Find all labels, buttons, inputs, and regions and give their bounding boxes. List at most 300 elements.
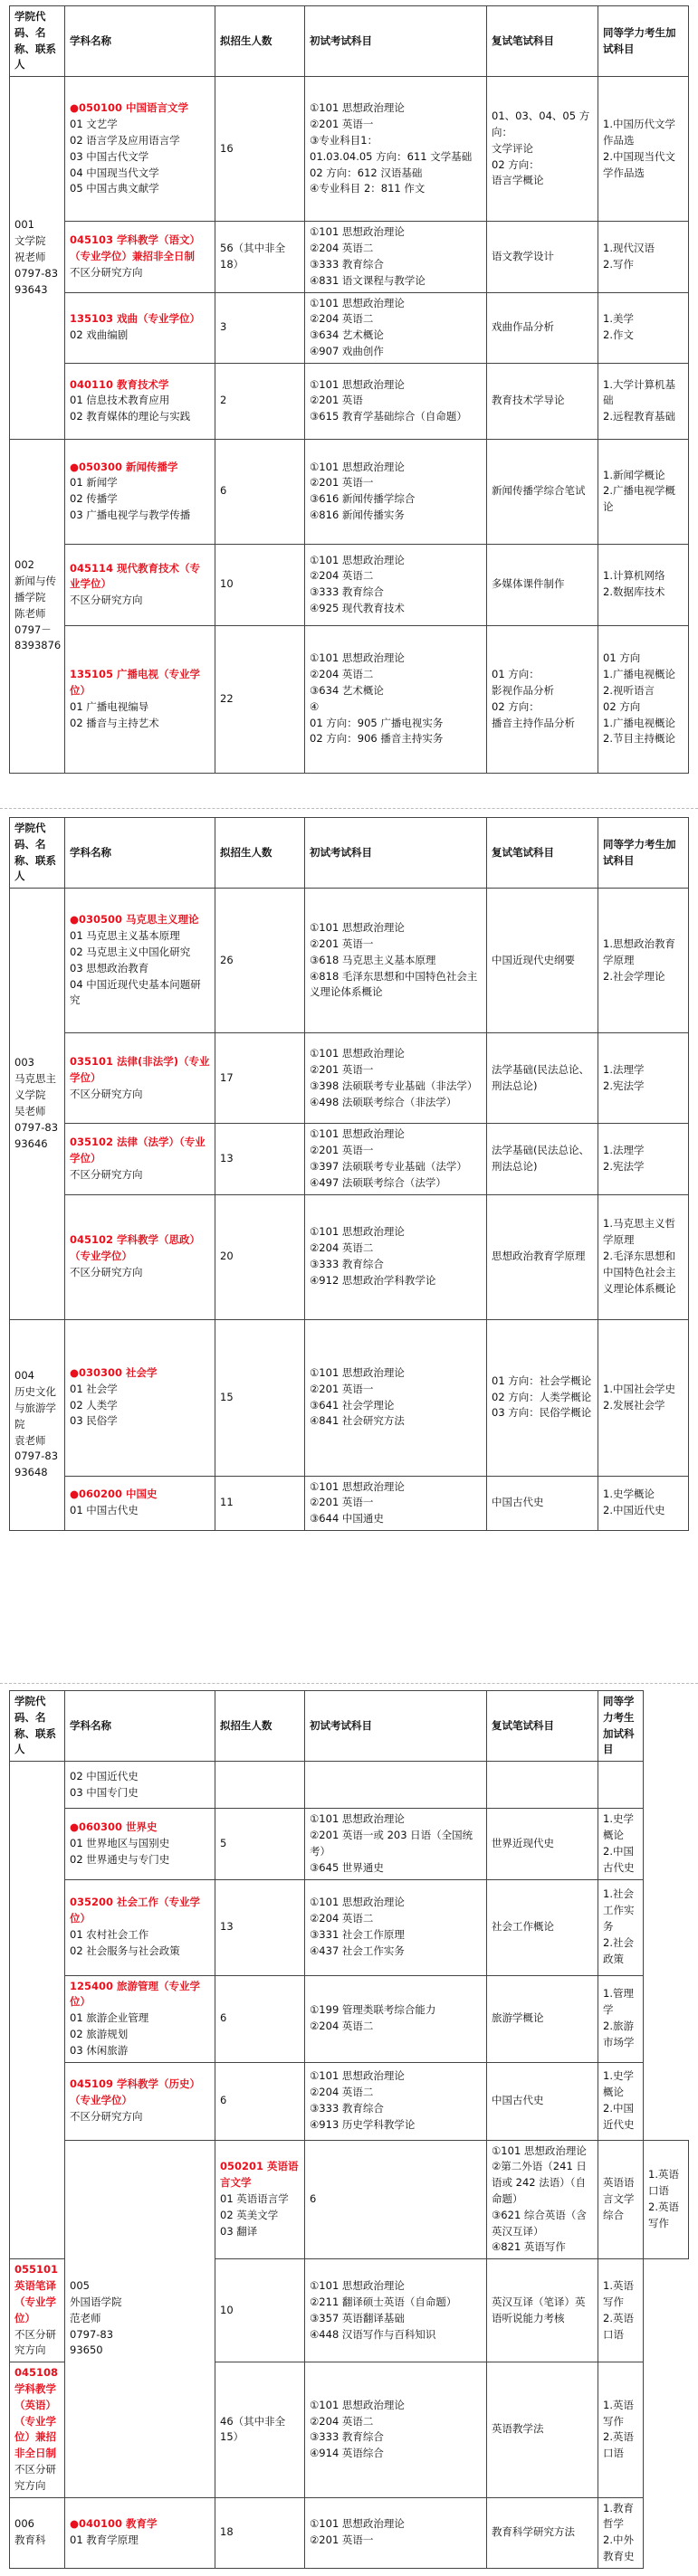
subject-cell (65, 544, 215, 625)
exam-subject: ③616 新闻传播学综合 (310, 492, 416, 506)
extra-subject: 1.英语写作 (603, 2279, 634, 2308)
college-cell (10, 2497, 65, 2568)
bullet-icon: ● (70, 101, 80, 115)
research-direction: 01 英语语言学 (220, 2192, 289, 2205)
exam-cell (305, 1319, 487, 1476)
retest-subject: 01 方向： (492, 668, 540, 681)
exam-cell (305, 1033, 487, 1124)
quota-cell: 13 (215, 1879, 305, 1975)
research-direction: 04 中国现当代文学 (70, 166, 159, 179)
exam-subject: ②201 英语一或 203 日语（全国统考） (310, 1829, 473, 1858)
extra-cell (598, 2362, 644, 2498)
bullet-icon: ● (70, 1820, 80, 1834)
exam-subject: ②201 英语 (310, 394, 363, 407)
retest-cell (487, 1124, 598, 1194)
exam-subject: ①101 思想政治理论 (310, 1127, 405, 1141)
retest-subject: 语言学概论 (492, 174, 544, 187)
college-line: 93643 (14, 282, 48, 296)
exam-subject: ④831 语文课程与教学论 (310, 273, 425, 287)
research-direction: 不区分研究方向 (70, 2109, 143, 2123)
retest-cell (487, 889, 598, 1033)
exam-subject: ④818 毛泽东思想和中国特色社会主义理论体系概论 (310, 969, 478, 999)
research-direction: 不区分研究方向 (14, 2463, 56, 2492)
college-line: 93650 (70, 2343, 103, 2357)
subject-title (70, 100, 210, 117)
college-cell (10, 889, 65, 1319)
quota-cell: 15 (215, 1319, 305, 1476)
retest-cell (487, 1879, 598, 1975)
table-header-row (10, 1691, 689, 1762)
subject-title-text: 050201 英语语言文学 (220, 2160, 299, 2190)
extra-subject: 2.英语写作 (648, 2200, 679, 2229)
subject-cell (65, 1879, 215, 1975)
exam-subject: ③634 艺术概论 (310, 683, 384, 697)
college-line: 范老师 (70, 2311, 101, 2324)
subject-title (70, 1820, 210, 1836)
exam-cell (305, 1809, 487, 1879)
retest-cell (487, 1809, 598, 1879)
retest-subject: 社会工作概论 (492, 1920, 554, 1934)
research-direction: 02 世界通史与专门史 (70, 1852, 170, 1866)
header-retest: 复试笔试科目 (487, 818, 598, 889)
quota-cell: 13 (215, 1124, 305, 1194)
exam-subject: ④专业科目 2：811 作文 (310, 182, 425, 195)
exam-subject: ③331 社会工作原理 (310, 1928, 405, 1941)
header-exam: 初试考试科目 (305, 1691, 487, 1762)
bullet-icon: ● (70, 913, 80, 927)
research-direction: 02 英美文学 (220, 2208, 279, 2221)
extra-subject: 2.社会政策 (603, 1935, 634, 1965)
exam-subject: ①101 思想政治理论 (310, 1365, 405, 1379)
retest-cell (487, 439, 598, 544)
exam-subject: ③398 法硕联考专业基础（非法学） (310, 1079, 478, 1092)
exam-subject: ④816 新闻传播实务 (310, 509, 405, 522)
extra-subject: 2.宪法学 (603, 1159, 645, 1173)
extra-cell (598, 222, 689, 292)
retest-subject: 新闻传播学综合笔试 (492, 484, 586, 498)
research-direction: 02 戏曲编剧 (70, 328, 129, 342)
header-retest: 复试笔试科目 (487, 1691, 598, 1762)
subject-title-text: 035101 法律(非法学)（专业学位） (70, 1055, 210, 1084)
exam-subject: 01 方向：905 广播电视实务 (310, 716, 444, 729)
exam-subject: ①101 思想政治理论 (310, 921, 405, 935)
subject-cell (65, 1033, 215, 1124)
college-line: 93646 (14, 1136, 48, 1150)
college-line: 祝老师 (14, 251, 46, 264)
subject-cell (65, 292, 215, 363)
exam-subject: ③333 教育综合 (310, 2102, 384, 2115)
header-exam: 初试考试科目 (305, 818, 487, 889)
retest-subject: 影视作品分析 (492, 683, 554, 697)
exam-subject: ②201 英语一 (310, 2533, 374, 2547)
exam-subject: ②201 英语一 (310, 1144, 374, 1157)
quota-cell: 20 (215, 1194, 305, 1319)
exam-subject: ④497 法硕联考综合（法学） (310, 1175, 446, 1189)
retest-cell (487, 2497, 598, 2568)
college-line: 0797－ (14, 623, 52, 636)
extra-subject: 1.英语口语 (648, 2168, 679, 2198)
subject-title-text: 050300 新闻传播学 (79, 460, 178, 473)
college-line: 005 (70, 2279, 90, 2293)
extra-subject: 1.史学概论 (603, 2069, 634, 2099)
table-row (10, 1033, 689, 1124)
subject-title (70, 2077, 210, 2109)
subject-title (70, 667, 210, 699)
exam-subject: ③615 教育学基础综合（自命题） (310, 410, 467, 423)
table-row (10, 544, 689, 625)
exam-subject: ②201 英语一 (310, 1496, 374, 1509)
exam-subject: ④925 现代教育技术 (310, 602, 405, 615)
subject-title (70, 1232, 210, 1265)
research-direction: 不区分研究方向 (70, 1167, 143, 1181)
subject-title-text: 135103 戏曲（专业学位） (70, 312, 201, 326)
research-direction: 01 教育学原理 (70, 2533, 139, 2547)
subject-title-text: 045108 学科教学（英语）（专业学位）兼招非全日制 (14, 2366, 59, 2460)
retest-subject: 01、03、04、05 方向： (492, 109, 590, 139)
research-direction: 03 民俗学 (70, 1414, 118, 1428)
subject-title-text: 035200 社会工作（专业学位） (70, 1896, 201, 1925)
subject-cell (65, 2497, 215, 2568)
exam-subject: ①101 思想政治理论 (310, 1047, 405, 1060)
retest-cell (487, 1762, 598, 1809)
research-direction: 不区分研究方向 (14, 2327, 56, 2357)
table-header-row (10, 818, 689, 889)
extra-subject: 1.法理学 (603, 1062, 645, 1076)
quota-cell: 10 (215, 2259, 305, 2362)
college-line: 0797-83 (14, 1450, 59, 1463)
exam-cell (487, 2140, 598, 2259)
college-cell (10, 77, 65, 440)
retest-cell (487, 2362, 598, 2498)
research-direction: 01 马克思主义基本原理 (70, 929, 180, 943)
extra-subject: 1.新闻学概论 (603, 468, 665, 481)
extra-subject: 2.节目主持概论 (603, 732, 675, 746)
exam-subject: ③644 中国通史 (310, 1512, 384, 1526)
quota-cell: 22 (215, 625, 305, 773)
subject-title-text: 040100 教育学 (79, 2517, 158, 2531)
college-cell (10, 439, 65, 773)
exam-subject: ①199 管理类联考综合能力 (310, 2003, 436, 2017)
table-row (10, 1124, 689, 1194)
college-line: 外国语学院 (70, 2295, 122, 2308)
research-direction: 02 传播学 (70, 492, 118, 506)
research-direction: 02 人类学 (70, 1398, 118, 1412)
research-direction: 03 中国古代文学 (70, 149, 149, 163)
extra-subject: 2.旅游市场学 (603, 2020, 635, 2048)
research-direction: 03 广播电视学与教学传播 (70, 509, 191, 522)
header-college: 学院代码、名称、联系人 (10, 6, 65, 77)
retest-subject: 播音主持作品分析 (492, 716, 575, 729)
exam-subject: ③397 法硕联考专业基础（法学） (310, 1159, 467, 1173)
subject-title (14, 2365, 60, 2462)
extra-subject: 2.发展社会学 (603, 1398, 665, 1412)
exam-subject: ②201 英语一 (310, 937, 374, 951)
subject-title (70, 1135, 210, 1167)
college-line: 8393876 (14, 639, 62, 652)
exam-subject: ④ (310, 699, 320, 713)
extra-cell (598, 292, 689, 363)
exam-subject: ①101 思想政治理论 (310, 225, 405, 239)
college-line: 0797-83 (14, 266, 59, 280)
subject-title (70, 460, 210, 476)
subject-cell (65, 222, 215, 292)
exam-subject: ②204 英语二 (310, 1912, 374, 1925)
bullet-icon: ● (70, 1488, 80, 1501)
subject-title-text: 060300 世界史 (79, 1820, 158, 1834)
college-line: 陈老师 (14, 606, 46, 620)
retest-subject: 法学基础(民法总论、刑法总论) (492, 1144, 589, 1173)
retest-subject: 多媒体课件制作 (492, 577, 565, 591)
extra-cell (598, 2259, 644, 2362)
quota-cell: 56（其中非全 18） (215, 222, 305, 292)
retest-subject: 中国古代史 (492, 2094, 544, 2107)
exam-subject: ④841 社会研究方法 (310, 1414, 405, 1428)
page-3 (9, 1690, 689, 2569)
extra-subject: 1.史学概论 (603, 1488, 655, 1501)
subject-title-text: 035102 法律（法学）（专业学位） (70, 1136, 206, 1164)
table-row (10, 292, 689, 363)
exam-cell (305, 2062, 487, 2140)
exam-subject: ④437 社会工作实务 (310, 1944, 405, 1957)
research-direction: 01 社会学 (70, 1382, 118, 1395)
research-direction: 01 农村社会工作 (70, 1928, 149, 1941)
exam-subject: ②204 英语二 (310, 569, 374, 583)
retest-subject: 01 方向：社会学概论 (492, 1374, 592, 1387)
table-row (10, 363, 689, 439)
retest-subject: 语文教学设计 (492, 249, 554, 262)
subject-title-text: 045109 学科教学（历史）（专业学位） (70, 2077, 201, 2107)
subject-title-text: 135105 广播电视（专业学位） (70, 668, 201, 697)
college-line: 马克思主义学院 (14, 1072, 56, 1102)
extra-cell (598, 1194, 689, 1319)
exam-subject: ①101 思想政治理论 (310, 460, 405, 473)
exam-subject: ③634 艺术概论 (310, 328, 384, 342)
header-quota: 拟招生人数 (215, 1691, 305, 1762)
exam-subject: ②204 英语二 (310, 668, 374, 681)
extra-cell (598, 1033, 689, 1124)
retest-cell (487, 625, 598, 773)
research-direction: 02 中国近代史 (70, 1769, 139, 1782)
college-line: 吴老师 (14, 1104, 46, 1117)
research-direction: 01 广播电视编导 (70, 699, 149, 713)
extra-subject: 2.广播电视学概论 (603, 484, 675, 514)
retest-cell (487, 2259, 598, 2362)
page-1 (9, 5, 689, 774)
exam-cell (305, 363, 487, 439)
extra-subject: 2.中国现当代文学作品选 (603, 149, 675, 179)
subject-title (70, 912, 210, 928)
exam-subject: ①101 思想政治理论 (310, 1812, 405, 1826)
exam-subject: ①101 思想政治理论 (310, 377, 405, 391)
exam-subject: ③333 教育综合 (310, 585, 384, 599)
retest-subject: 戏曲作品分析 (492, 320, 554, 334)
subject-title-text: 050100 中国语言文学 (79, 101, 189, 115)
extra-subject: 2.中国近代史 (603, 2102, 635, 2131)
table-row (10, 1762, 689, 1809)
quota-cell: 26 (215, 889, 305, 1033)
exam-cell (305, 77, 487, 222)
subject-cell (10, 2362, 65, 2498)
extra-cell (598, 2497, 644, 2568)
exam-cell (305, 222, 487, 292)
exam-subject: ①101 思想政治理论 (310, 101, 405, 115)
extra-subject: 1.教育哲学 (603, 2501, 634, 2531)
exam-subject: 02 方向：906 播音主持实务 (310, 732, 444, 746)
subject-title (70, 2516, 210, 2533)
college-line: 003 (14, 1056, 34, 1069)
exam-subject: ③333 教育综合 (310, 1258, 384, 1270)
retest-subject: 02 方向： (492, 157, 540, 171)
subject-title-text: 045102 学科教学（思政）（专业学位） (70, 1233, 201, 1263)
exam-cell (305, 1975, 487, 2062)
exam-subject: ④907 戏曲创作 (310, 344, 384, 357)
subject-cell (65, 1194, 215, 1319)
college-cell (10, 1762, 65, 2259)
exam-subject: ④914 英语综合 (310, 2447, 384, 2460)
college-line: 0797-83 (70, 2327, 114, 2341)
retest-cell (487, 1476, 598, 1530)
retest-subject: 中国古代史 (492, 1496, 544, 1509)
college-line: 0797-83 (14, 1120, 59, 1134)
exam-subject: ②第二外语（241 日语或 242 法语）（自命题） (492, 2160, 587, 2205)
extra-cell (598, 889, 689, 1033)
extra-cell (598, 1124, 689, 1194)
exam-cell (305, 625, 487, 773)
college-line: 教育科 (14, 2533, 46, 2547)
extra-cell (598, 363, 689, 439)
subject-title (70, 377, 210, 394)
extra-subject: 1.广播电视概论 (603, 716, 675, 729)
subject-cell (10, 2259, 65, 2362)
header-retest: 复试笔试科目 (487, 6, 598, 77)
subject-title (70, 311, 210, 328)
subject-cell (65, 1124, 215, 1194)
extra-cell (598, 625, 689, 773)
retest-cell (487, 1319, 598, 1476)
table-row (10, 1194, 689, 1319)
subject-cell (65, 1319, 215, 1476)
subject-title-text: 060200 中国史 (79, 1488, 158, 1501)
exam-cell (305, 292, 487, 363)
table-header-row (10, 6, 689, 77)
exam-subject: ③641 社会学理论 (310, 1398, 395, 1412)
college-line: 新闻与传播学院 (14, 575, 56, 604)
exam-cell (305, 544, 487, 625)
extra-subject: 1.史学概论 (603, 1812, 634, 1842)
extra-subject: 1.马克思主义哲学原理 (603, 1217, 675, 1247)
exam-cell (305, 2259, 487, 2362)
exam-subject: ①101 思想政治理论 (310, 1225, 405, 1239)
exam-subject: ②211 翻译硕士英语（自命题） (310, 2295, 457, 2308)
retest-subject: 03 方向：民俗学概论 (492, 1406, 592, 1420)
research-direction: 03 休闲旅游 (70, 2043, 129, 2057)
extra-subject: 1.中国历代文学作品选 (603, 118, 675, 147)
exam-cell (305, 2497, 487, 2568)
table-row (10, 625, 689, 773)
research-direction: 02 语言学及应用语言学 (70, 133, 180, 147)
exam-cell (305, 439, 487, 544)
research-direction: 02 教育媒体的理论与实践 (70, 410, 191, 423)
retest-cell (487, 363, 598, 439)
extra-cell (598, 1319, 689, 1476)
quota-cell: 17 (215, 1033, 305, 1124)
subject-cell (65, 889, 215, 1033)
header-quota: 拟招生人数 (215, 6, 305, 77)
extra-subject: 2.中国古代史 (603, 1844, 635, 1874)
table-row (10, 1975, 689, 2062)
extra-subject: 2.写作 (603, 257, 634, 271)
exam-subject: ①101 思想政治理论 (310, 1896, 405, 1909)
extra-subject: 1.大学计算机基础 (603, 377, 675, 407)
exam-subject: 02 方向：612 汉语基础 (310, 166, 423, 179)
college-line: 006 (14, 2517, 34, 2531)
subject-title-text: 045114 现代教育技术（专业学位） (70, 561, 201, 591)
extra-subject: 1.社会工作实务 (603, 1887, 635, 1934)
header-quota: 拟招生人数 (215, 818, 305, 889)
bullet-icon: ● (70, 1365, 80, 1379)
subject-title-text: 030500 马克思主义理论 (79, 913, 199, 927)
exam-subject: ②204 英语二 (310, 312, 374, 326)
quota-cell: 2 (215, 363, 305, 439)
extra-subject: 01 方向 (603, 651, 641, 665)
table-row (10, 1809, 689, 1879)
retest-subject: 教育技术学导论 (492, 394, 565, 407)
subject-cell (65, 1975, 215, 2062)
table-row (10, 2140, 689, 2259)
research-direction: 01 信息技术教育应用 (70, 394, 170, 407)
retest-subject: 思想政治教育学原理 (492, 1250, 586, 1263)
retest-cell (487, 222, 598, 292)
subject-title (70, 561, 210, 594)
research-direction: 不区分研究方向 (70, 594, 143, 607)
exam-subject: ①101 思想政治理论 (310, 553, 405, 566)
retest-subject: 英语教学法 (492, 2422, 544, 2436)
exam-subject: ③专业科目1： (310, 133, 378, 147)
subject-title-text: 030300 社会学 (79, 1365, 158, 1379)
retest-subject: 英语语言文学综合 (603, 2176, 635, 2221)
research-direction: 02 播音与主持艺术 (70, 716, 159, 729)
subject-title (70, 1365, 210, 1382)
subject-cell (65, 363, 215, 439)
college-line: 袁老师 (14, 1433, 46, 1447)
research-direction: 01 新闻学 (70, 476, 118, 490)
subject-cell (65, 1809, 215, 1879)
header-exam: 初试考试科目 (305, 6, 487, 77)
college-line: 93648 (14, 1466, 48, 1479)
quota-cell: 6 (215, 1975, 305, 2062)
table-row (10, 2497, 689, 2568)
exam-subject: ③333 教育综合 (310, 257, 384, 271)
exam-subject: ①101 思想政治理论 (310, 2517, 405, 2531)
header-extra: 同等学力考生加试科目 (598, 6, 689, 77)
header-subject: 学科名称 (65, 1691, 215, 1762)
research-direction: 01 中国古代史 (70, 1504, 139, 1517)
college-line: 文学院 (14, 234, 46, 248)
header-college: 学院代码、名称、联系人 (10, 1691, 65, 1762)
quota-cell: 6 (215, 439, 305, 544)
research-direction: 01 世界地区与国别史 (70, 1836, 170, 1849)
extra-subject: 2.英语口语 (603, 2311, 634, 2341)
extra-subject: 2.社会学理论 (603, 969, 665, 983)
exam-subject: ④821 英语写作 (492, 2240, 566, 2254)
exam-subject: ①101 思想政治理论 (310, 2279, 405, 2293)
extra-subject: 2.作文 (603, 328, 634, 342)
exam-subject: ②204 英语二 (310, 1241, 374, 1255)
subject-title (70, 1979, 210, 2011)
table-row (10, 1879, 689, 1975)
exam-cell (305, 1762, 487, 1809)
retest-subject: 文学评论 (492, 141, 533, 155)
